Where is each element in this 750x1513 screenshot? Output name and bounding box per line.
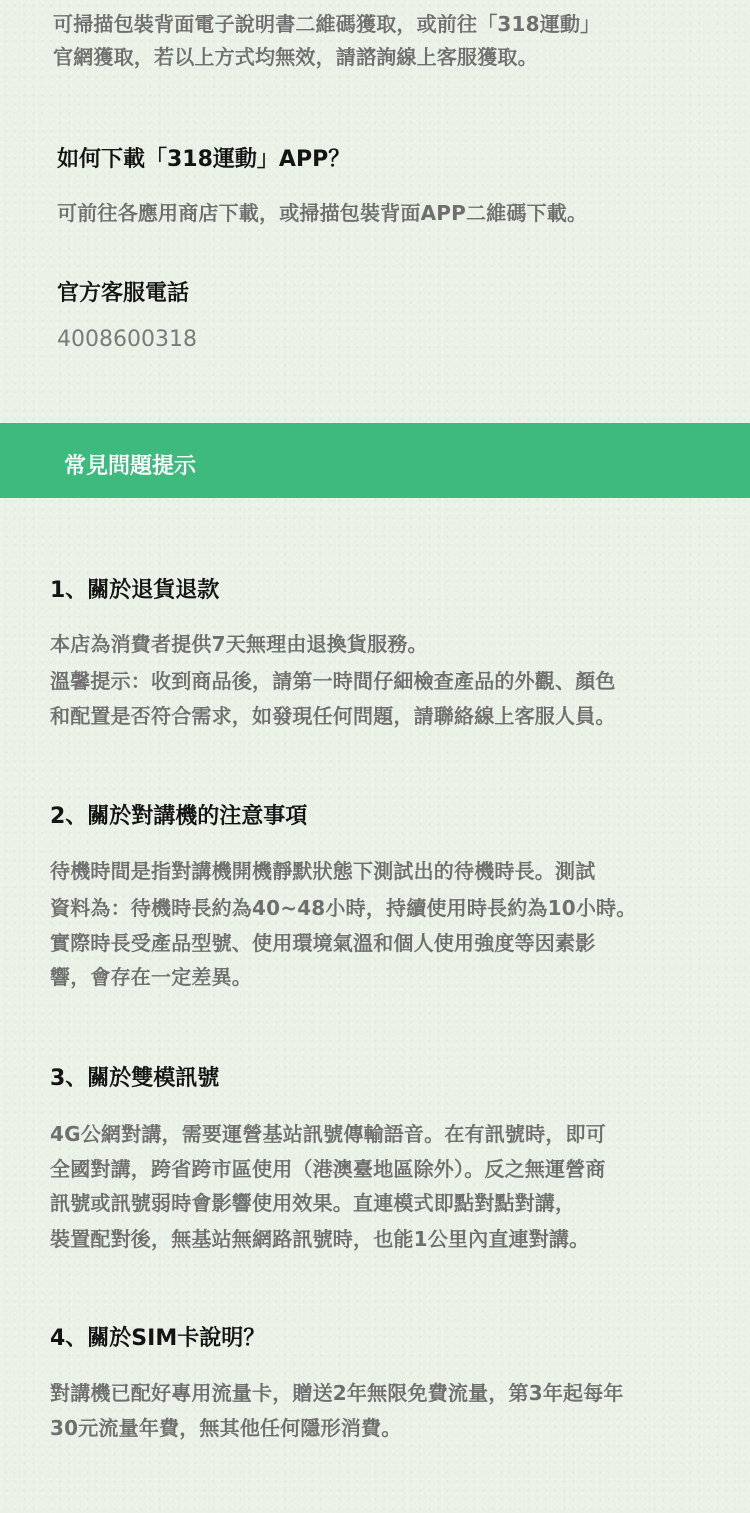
faq-2-line: 響，會存在一定差異。 — [50, 965, 252, 989]
faq-1-line: 和配置是否符合需求，如發現任何問題，請聯絡線上客服人員。 — [50, 704, 616, 728]
faq-1-line: 溫馨提示：收到商品後，請第一時間仔細檢查產品的外觀、顏色 — [50, 669, 616, 693]
faq-banner-title: 常見問題提示 — [64, 454, 197, 479]
download-text: 可前往各應用商店下載，或掃描包裝背面APP二維碼下載。 — [57, 201, 588, 225]
download-title: 如何下載「318運動」APP？ — [57, 147, 351, 172]
faq-3-title: 3、關於雙模訊號 — [50, 1066, 220, 1091]
faq-3-line: 訊號或訊號弱時會影響使用效果。直連模式即點對點對講， — [50, 1191, 576, 1215]
faq-4-line: 對講機已配好專用流量卡，贈送2年無限免費流量，第3年起每年 — [50, 1381, 624, 1405]
faq-3-line: 全國對講，跨省跨市區使用（港澳臺地區除外）。反之無運營商 — [50, 1157, 606, 1181]
intro-line-1: 可掃描包裝背面電子說明書二維碼獲取，或前往「318運動」 — [53, 12, 601, 36]
hotline-number[interactable]: 4008600318 — [57, 327, 197, 352]
faq-4-line: 30元流量年費，無其他任何隱形消費。 — [50, 1416, 402, 1440]
faq-4-title: 4、關於SIM卡說明？ — [50, 1326, 266, 1351]
hotline-title: 官方客服電話 — [57, 281, 190, 306]
faq-3-line: 4G公網對講，需要運營基站訊號傳輸語音。在有訊號時，即可 — [50, 1122, 606, 1146]
faq-1-line: 本店為消費者提供7天無理由退換貨服務。 — [50, 632, 428, 656]
faq-3-line: 裝置配對後，無基站無網路訊號時，也能1公里內直連對講。 — [50, 1227, 590, 1251]
faq-2-line: 待機時間是指對講機開機靜默狀態下測試出的待機時長。測試 — [50, 859, 596, 883]
intro-line-2: 官網獲取，若以上方式均無效，請諮詢線上客服獲取。 — [53, 45, 538, 69]
faq-banner — [0, 423, 750, 498]
faq-2-title: 2、關於對講機的注意事項 — [50, 804, 308, 829]
faq-1-title: 1、關於退貨退款 — [50, 578, 220, 603]
faq-2-line: 實際時長受產品型號、使用環境氣溫和個人使用強度等因素影 — [50, 931, 596, 955]
faq-2-line: 資料為：待機時長約為40~48小時，持續使用時長約為10小時。 — [50, 896, 637, 920]
